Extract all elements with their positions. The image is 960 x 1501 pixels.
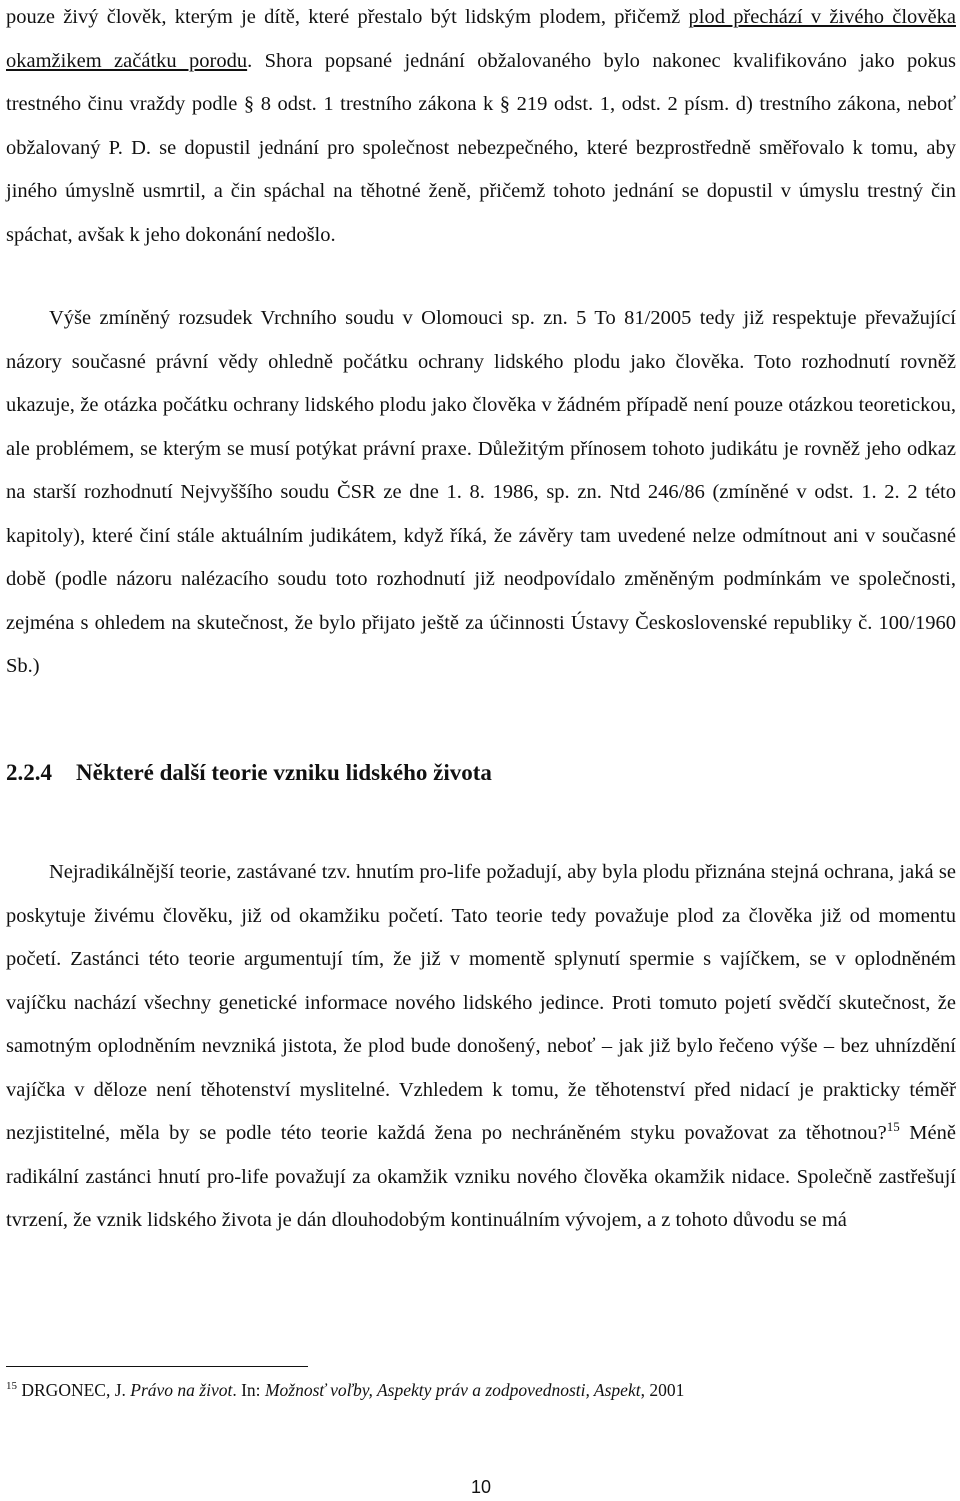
footnote-author: DRGONEC, J. (21, 1380, 131, 1400)
page-number: 10 (470, 1477, 492, 1497)
paragraph-text: Méně radikální zastánci hnutí pro-life považují za okamžik vzniku nového člověka okamžik nidace. Společně zastřešují tvrzení, že vznik lidského života je dán dlouhodobým kontinuálním vývojem, a z tohoto důvodu se má (6, 1122, 956, 1231)
underlined-text: plod přechází v živého člověka okamžikem začátku porodu (6, 6, 956, 72)
section-number: 2.2.4 (6, 760, 52, 785)
paragraph-pro-life-theories (6, 851, 956, 1243)
footnote-source: Možnosť voľby, Aspekty práv a zodpovednosti, Aspekt (264, 1380, 641, 1400)
footnote-separator-text: . In: (232, 1380, 265, 1400)
paragraph-text: . Shora popsané jednání obžalovaného bylo nakonec kvalifikováno jako pokus trestného činu vraždy podle § 8 odst. 1 trestního zákona k § 219 odst. 1, odst. 2 písm. d) trestního zákona, neboť obžalovaný P. D. se dopustil jednání pro společnost nebezpečného, které bezprostředně směřovalo k tomu, aby jiného úmyslně usmrtil, a čin spáchal na těhotné ženě, přičemž tohoto jednání se dopustil v úmyslu trestný čin spáchat, avšak k jeho dokonání nedošlo. (6, 49, 956, 246)
footnote-number: 15 (6, 1380, 17, 1393)
paragraph-judgment-analysis: Výše zmíněný rozsudek Vrchního soudu v Olomouci sp. zn. 5 To 81/2005 tedy již respektuje převažující názory současné právní vědy ohledně počátku ochrany lidského plodu jako člověka. Toto rozhodnutí rovněž ukazuje, že otázka počátku ochrany lidského plodu jako člověka v žádném případě není pouze otázkou teoretickou, ale problémem, se kterým se musí potýkat právní praxe. Důležitým přínosem tohoto judikátu je rovněž jeho odkaz na starší rozhodnutí Nejvyššího soudu ČSR ze dne 1. 8. 1986, sp. zn. Ntd 246/86 (zmíněné v odst. 1. 2. 2 této kapitoly), které činí stále aktuálním judikátem, když říká, že závěry tam uvedené nelze odmítnout ani v současné době (podle názoru nalézacího soudu toto rozhodnutí již neodpovídalo změněným podmínkám ve společnosti, zejména s ohledem na skutečnost, že bylo přijato ještě za účinnosti Ústavy Československé republiky č. 100/1960 Sb.) (6, 307, 956, 677)
paragraph-text: Nejradikálnější teorie, zastávané tzv. hnutím pro-life požadují, aby byla plodu přiznána stejná ochrana, jaká se poskytuje živému člověku, již od okamžiku početí. Tato teorie tedy považuje plod za člověka již od momentu početí. Zastánci této teorie argumentují tím, že již v momentě splynutí spermie s vajíčkem, se v oplodněném vajíčku nachází všechny genetické informace nového lidského jedince. Proti tomuto pojetí svědčí skutečnost, že samotným oplodněním nevzniká jistota, že plod bude donošený, neboť – jak již bylo řečeno výše – bez uhnízdění vajíčka v děloze není těhotenství myslitelné. Vzhledem k tomu, že těhotenství před nidací je prakticky téměř nezjistitelné, měla by se podle této teorie každá žena po nechráněném styku považovat za těhotnou? (6, 861, 956, 1144)
footnote-year: , 2001 (640, 1380, 685, 1400)
paragraph-court-ruling (6, 0, 956, 257)
footnote-title: Právo na život (130, 1380, 233, 1400)
section-title: Některé další teorie vzniku lidského života (76, 760, 492, 785)
paragraph-text: pouze živý člověk, kterým je dítě, které přestalo být lidským plodem, přičemž (6, 6, 689, 28)
footnote (6, 1378, 684, 1402)
section-heading (6, 758, 492, 788)
footnote-reference[interactable]: 15 (886, 1119, 900, 1135)
footnote-separator (6, 1366, 308, 1367)
